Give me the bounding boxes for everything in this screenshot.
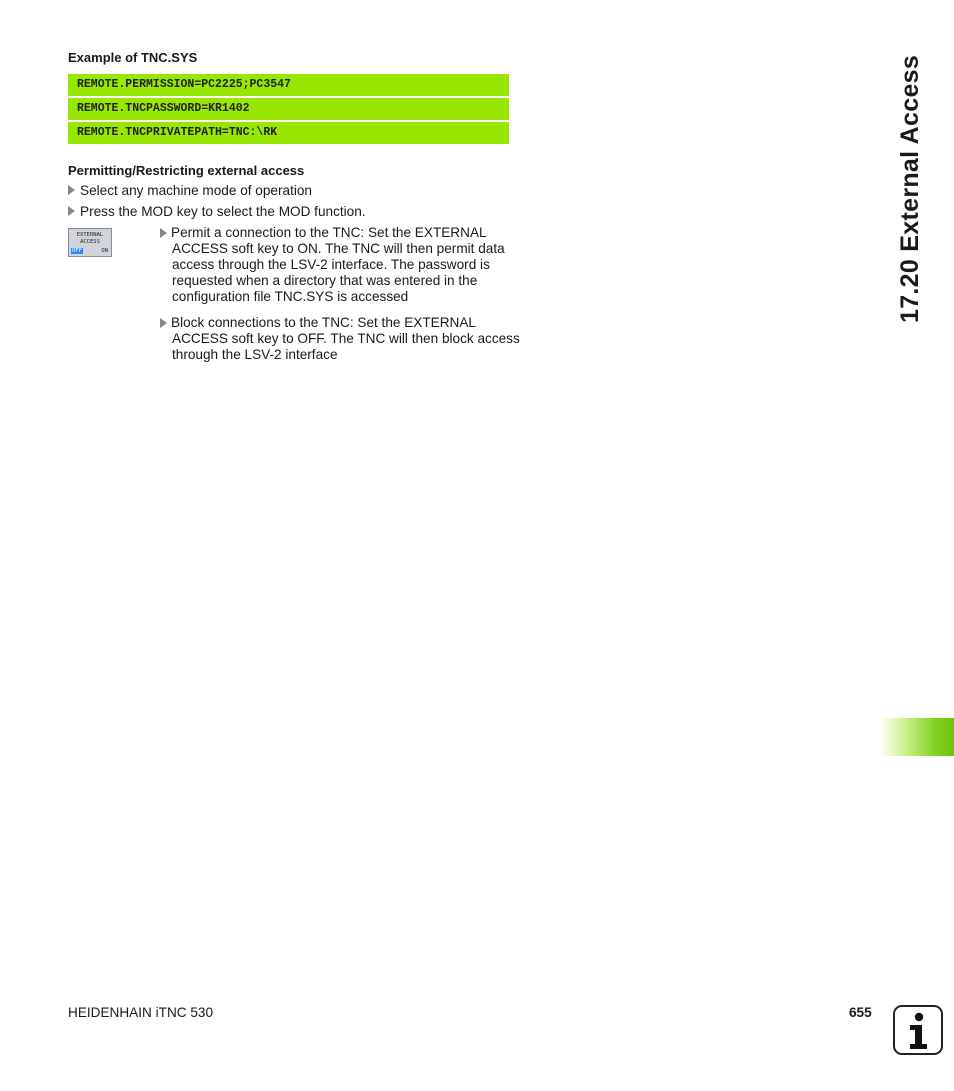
permitting-heading: Permitting/Restricting external access [68,163,305,178]
sub-step-text: Permit a connection to the TNC: Set the EXTERNAL ACCESS soft key to ON. The TNC will then permit data access through the LSV-2 interface. The password is requested when a directory that was entered in the configuration file TNC.SYS is accessed [171,225,505,304]
softkey-on-state: ON [101,248,108,254]
softkey-label-line2: ACCESS [80,239,100,245]
triangle-right-icon [68,185,75,195]
step-text: Select any machine mode of operation [80,183,312,198]
example-heading: Example of TNC.SYS [68,50,198,65]
code-line: REMOTE.TNCPRIVATEPATH=TNC:\RK [68,122,509,144]
sub-step-item [160,315,520,363]
external-access-softkey [68,228,112,257]
chapter-tab [880,718,954,756]
sub-step-text: Block connections to the TNC: Set the EXTERNAL ACCESS soft key to OFF. The TNC will then block access through the LSV-2 interface [171,315,520,362]
softkey-label-line1: EXTERNAL [76,232,104,238]
code-line: REMOTE.TNCPASSWORD=KR1402 [68,98,509,120]
chapter-side-title-text: 17.20 External Access [896,54,924,323]
footer-product: HEIDENHAIN iTNC 530 [68,1005,214,1020]
step-item [68,204,366,220]
step-item [68,183,312,199]
triangle-right-icon [160,228,167,238]
step-text: Press the MOD key to select the MOD function. [80,204,366,219]
code-line: REMOTE.PERMISSION=PC2225;PC3547 [68,74,509,96]
softkey-off-state: OFF [72,248,82,254]
triangle-right-icon [160,318,167,328]
info-glyph [895,1007,941,1053]
triangle-right-icon [68,206,75,216]
sub-step-item [160,225,520,305]
page-number: 655 [849,1005,872,1020]
info-icon [893,1005,943,1055]
